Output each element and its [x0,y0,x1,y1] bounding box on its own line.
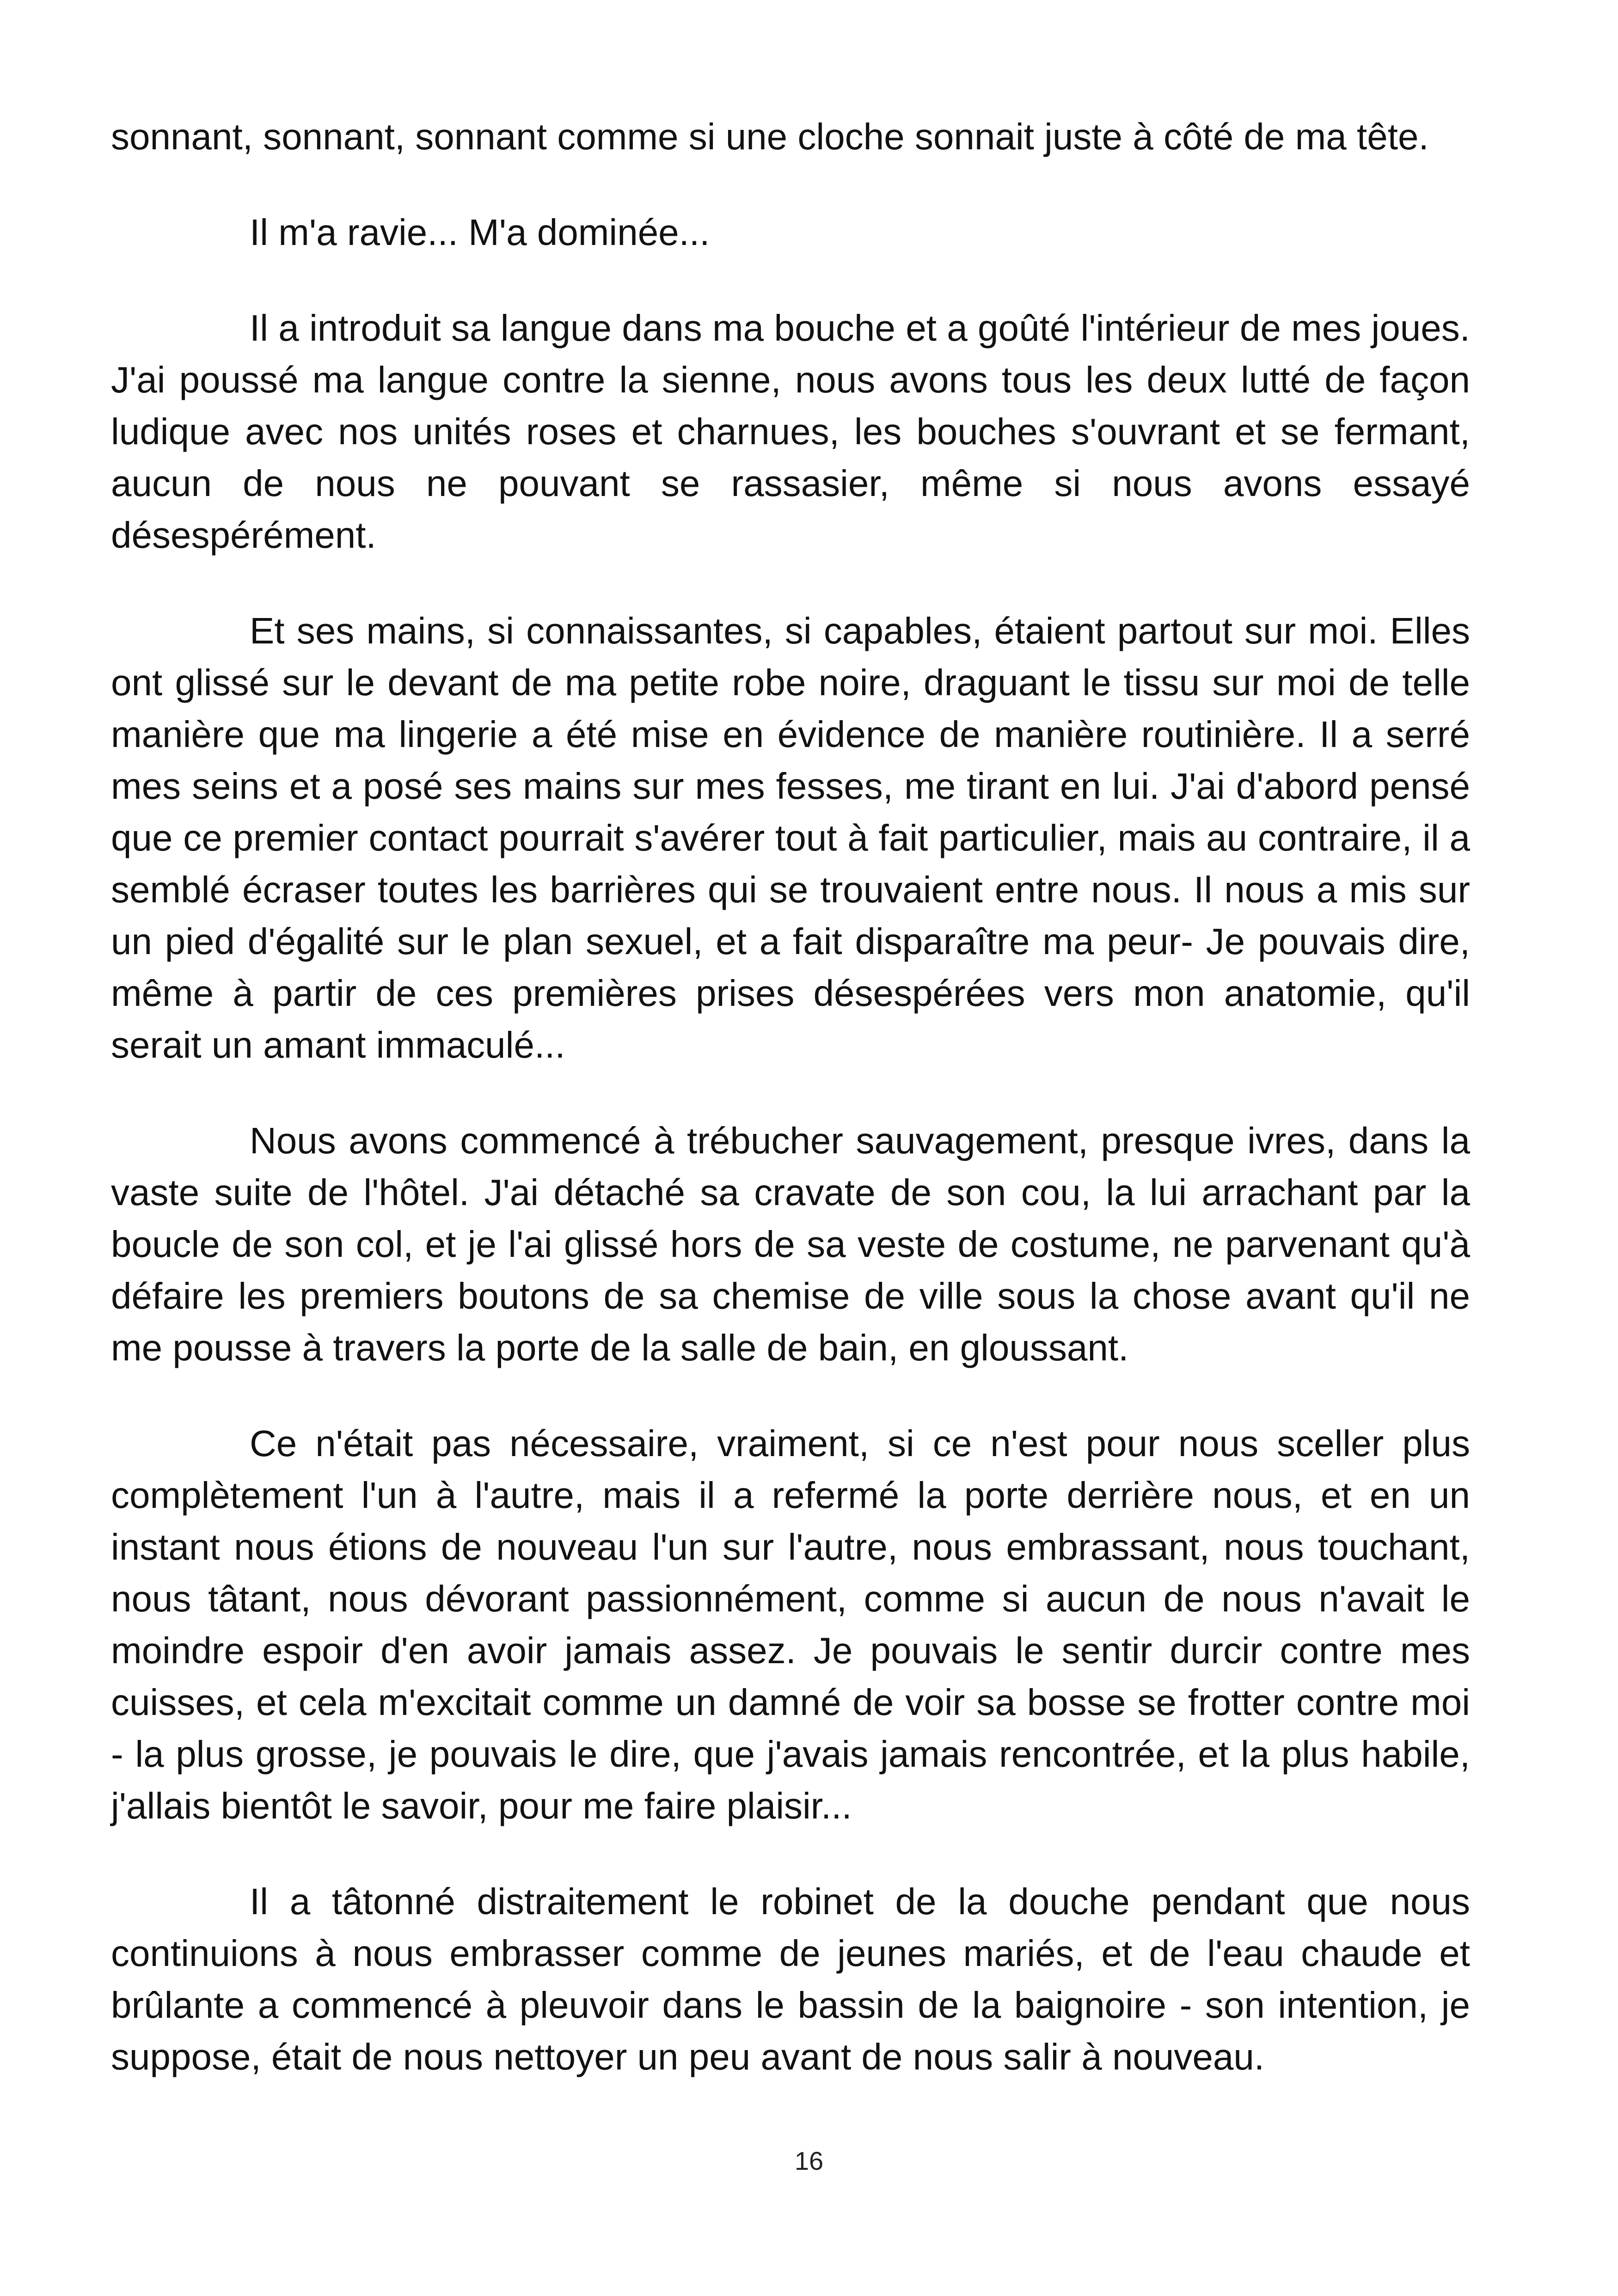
paragraph: Il m'a ravie... M'a dominée... [250,212,710,253]
paragraph-continuation: sonnant, sonnant, sonnant comme si une cloche sonnait juste à côté de ma tête. [111,116,1429,157]
paragraph: Et ses mains, si connaissantes, si capables, étaient partout sur moi. Elles ont glissé sur le devant de ma petite robe noire, draguant le tissu sur moi de telle manière que ma lingerie a été mise en évidence de manière routinière. Il a serré mes seins et a posé ses mains sur mes fesses, me tirant en lui. J'ai d'abord pensé que ce premier contact pourrait s'avérer tout à fait particulier, mais au contraire, il a semblé écraser toutes les barrières qui se trouvaient entre nous. Il nous a mis sur un pied d'égalité sur le plan sexuel, et a fait disparaître ma peur- Je pouvais dire, même à partir de ces premières prises désespérées vers mon anatomie, qu'il serait un amant immaculé... [111,610,1470,1065]
page-number: 16 [794,2146,824,2175]
paragraph: Ce n'était pas nécessaire, vraiment, si ce n'est pour nous sceller plus complètement l'un à l'autre, mais il a refermé la porte derrière nous, et en un instant nous étions de nouveau l'un sur l'autre, nous embrassant, nous touchant, nous tâtant, nous dévorant passionnément, comme si aucun de nous n'avait le moindre espoir d'en avoir jamais assez. Je pouvais le sentir durcir contre mes cuisses, et cela m'excitait comme un damné de voir sa bosse se frotter contre moi - la plus grosse, je pouvais le dire, que j'avais jamais rencontrée, et la plus habile, j'allais bientôt le savoir, pour me faire plaisir... [111,1423,1470,1826]
paragraph: Il a tâtonné distraitement le robinet de la douche pendant que nous continuions à nous embrasser comme de jeunes mariés, et de l'eau chaude et brûlante a commencé à pleuvoir dans le bassin de la baignoire - son intention, je suppose, était de nous nettoyer un peu avant de nous salir à nouveau. [111,1881,1470,2077]
paragraph: Nous avons commencé à trébucher sauvagement, presque ivres, dans la vaste suite de l'hôtel. J'ai détaché sa cravate de son cou, la lui arrachant par la boucle de son col, et je l'ai glissé hors de sa veste de costume, ne parvenant qu'à défaire les premiers boutons de sa chemise de ville sous la chose avant qu'il ne me pousse à travers la porte de la salle de bain, en gloussant. [111,1120,1470,1368]
paragraph: Il a introduit sa langue dans ma bouche et a goûté l'intérieur de mes joues. J'ai poussé ma langue contre la sienne, nous avons tous les deux lutté de façon ludique avec nos unités roses et charnues, les bouches s'ouvrant et se fermant, aucun de nous ne pouvant se rassasier, même si nous avons essayé désespérément. [111,307,1470,556]
body-text [111,111,1470,2127]
